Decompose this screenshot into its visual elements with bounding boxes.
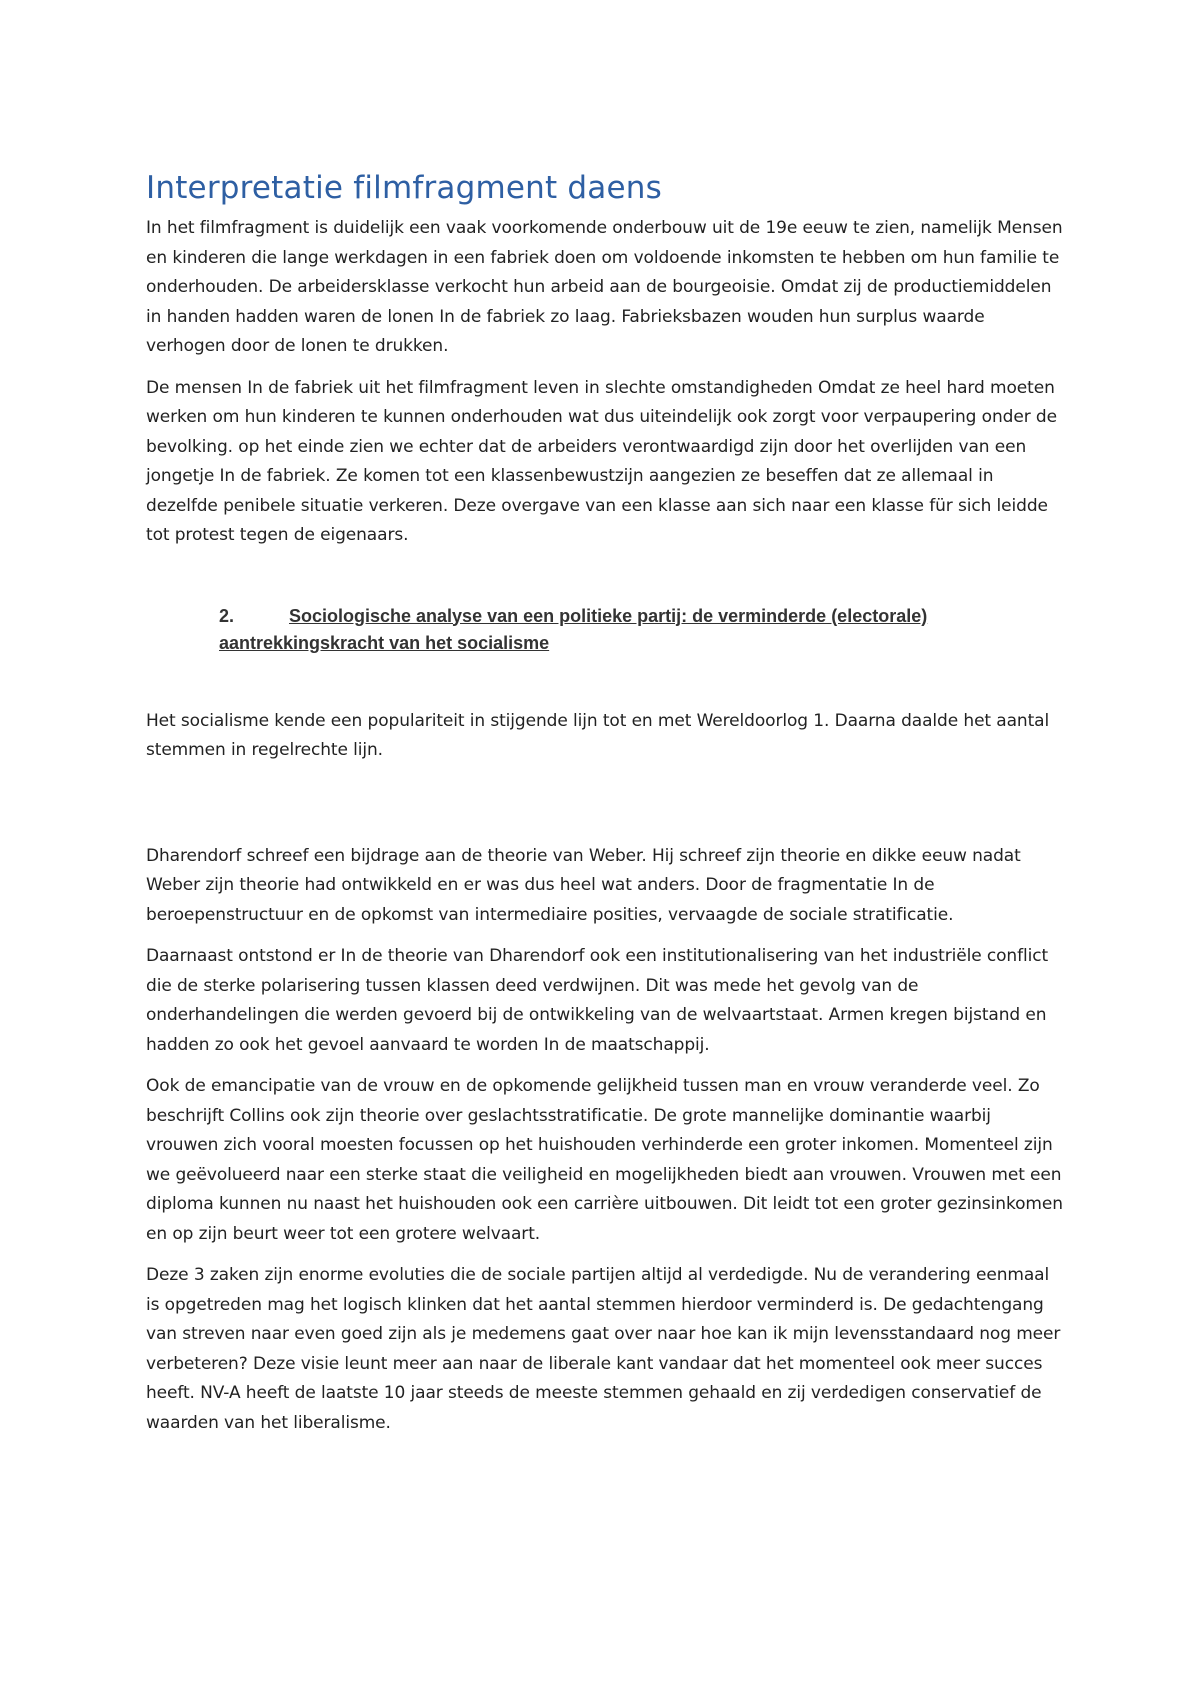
spacer [146, 657, 1066, 707]
paragraph-emancipatie: Ook de emancipatie van de vrouw en de opkomende gelijkheid tussen man en vrouw veranderde veel. Zo beschrijft Collins ook zijn theorie over geslachtsstratificatie. De grote mannelijke dominantie waarbij vrouwen zich vooral moesten focussen op het huishouden verhinderde een groter inkomen. Momenteel zijn we geëvolueerd naar een sterke staat die veiligheid en mogelijkheden biedt aan vrouwen. Vrouwen met een diploma kunnen nu naast het huishouden ook een carrière uitbouwen. Dit leidt tot een groter gezinsinkomen en op zijn beurt weer tot een grotere welvaart. [146, 1076, 1063, 1244]
paragraph-filmfragment-1: In het filmfragment is duidelijk een vaak voorkomende onderbouw uit de 19e eeuw te zien, namelijk Mensen en kinderen die lange werkdagen in een fabriek doen om voldoende inkomsten te hebben om hun familie te onderhouden. De arbeidersklasse verkocht hun arbeid aan de bourgeoisie. Omdat zij de productiemiddelen in handen hadden waren de lonen In de fabriek zo laag. Fabrieksbazen wouden hun surplus waarde verhogen door de lonen te drukken. [146, 218, 1063, 356]
section-number: 2. [219, 605, 235, 626]
paragraph-intro: Het socialisme kende een populariteit in stijgende lijn tot en met Wereldoorlog 1. Daarna daalde het aantal stemmen in regelrechte lijn. [146, 710, 1050, 760]
document-title: Interpretatie filmfragment daens [146, 170, 662, 206]
paragraph-filmfragment-2: De mensen In de fabriek uit het filmfragment leven in slechte omstandigheden Omdat ze heel hard moeten werken om hun kinderen te kunnen onderhouden wat dus uiteindelijk ook zorgt voor verpaupering onder de bevolking. op het einde zien we echter dat de arbeiders verontwaardigd zijn door het overlijden van een jongetje In de fabriek. Ze komen tot een klassenbewustzijn aangezien ze beseffen dat ze allemaal in dezelfde penibele situatie verkeren. Deze overgave van een klasse aan sich naar een klasse für sich leidde tot protest tegen de eigenaars. [146, 377, 1057, 545]
paragraph-dharendorf-2: Daarnaast ontstond er In de theorie van Dharendorf ook een institutionalisering van het industriële conflict die de sterke polarisering tussen klassen deed verdwijnen. Dit was mede het gevolg van de onderhandelingen die werden gevoerd bij de ontwikkeling van de welvaartstaat. Armen kregen bijstand en hadden zo ook het gevoel aanvaard te worden In de maatschappij. [146, 946, 1049, 1055]
paragraph-conclusie: Deze 3 zaken zijn enorme evoluties die de sociale partijen altijd al verdedigde. Nu de verandering eenmaal is opgetreden mag het logisch klinken dat het aantal stemmen hierdoor verminderd is. De gedachtengang van streven naar even goed zijn als je medemens gaat over naar hoe kan ik mijn levensstandaard nog meer verbeteren? Deze visie leunt meer aan naar de liberale kant vandaar dat het momenteel ook meer succes heeft. NV-A heeft de laatste 10 jaar steeds de meeste stemmen gehaald en zij verdedigen conservatief de waarden van het liberalisme. [146, 1265, 1061, 1433]
paragraph-dharendorf-1: Dharendorf schreef een bijdrage aan de theorie van Weber. Hij schreef zijn theorie en dikke eeuw nadat Weber zijn theorie had ontwikkeld en er was dus heel wat anders. Door de fragmentatie In de beroepenstructuur en de opkomst van intermediaire posities, vervaagde de sociale stratificatie. [146, 845, 1021, 925]
spacer [146, 778, 1066, 842]
document-body [146, 168, 1066, 1450]
section-heading-text: Sociologische analyse van een politieke partij: de verminderde (electorale) aantrekkingskracht van het socialisme [219, 605, 928, 653]
section-heading [219, 603, 979, 657]
